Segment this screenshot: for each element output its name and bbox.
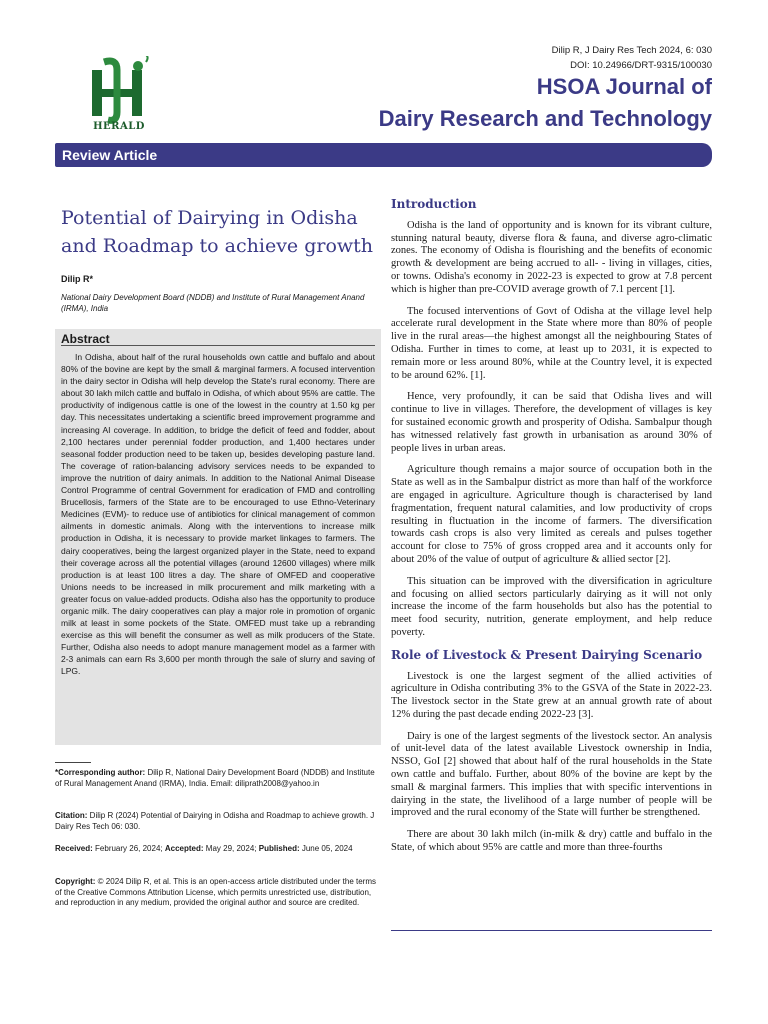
body-column: [391, 198, 712, 864]
corresponding-text: Dilip R, National Dairy Development Board (NDDB) and Institute of Rural Management Anand (IRMA), India. Email: diliprath2008@yahoo.in: [55, 768, 375, 788]
article-type-bar: [55, 143, 712, 167]
abstract-text: In Odisha, about half of the rural households own cattle and buffalo and about 80% of the bovine are kept by the small & marginal farmers. A focused intervention in the dairy sector in Odisha will help develop the State's rural economy. There are about 30 lakh milch cattle and buffalo in Odisha, of which about 95% are cattle. The productivity of indigenous cattle is one of the lowest in the country at 1.50 kg per day. This necessitates undertaking a scientific breed improvement programme and increasing AI coverage. In addition, to bridge the deficit of feed and fodder, about 2,100 hectares under perennial fodder production, and 1,400 hectares under seasonal fodder production need to be taken up, besides developing pasture land. The coverage of ration-balancing advisory services needs to be expanded to improve the nutrition of dairy animals. In addition to the National Animal Disease Control Programme of central Government for eradication of FMD and controlling Brucellosis, farmers of the State are to be encouraged to use Ethno-Veterinary Medicines (EVM)- to reduce use of antibiotics for clinical management of common ailments in domestic animals. Along with the interventions to increase milk production in Odisha, it is necessary to provide market linkages to farmers. The dairy cooperatives, being the largest organized player in the State, need to expand their coverage across all the potential villages (around 12600 villages) where milk production is at least 100 litres a day. The share of OMFED and cooperative Unions needs to be increased in milk procurement and milk marketing with a greater focus on value-added products. Odisha also has the opportunity to produce organic milk. The dairy cooperatives can play a major role in promotion of organic milk at least in some pockets of the State. OMFED must take up a rebranding exercise as this will benefit the consumer as well as milk producers of the State. Further, Odisha also needs to adopt manure management model as a farmer with 2-3 animals can earn Rs 3,600 per month through the sale of slurry and saving of LPG.: [61, 352, 375, 677]
accepted-text: May 29, 2024;: [205, 844, 257, 853]
received-text: February 26, 2024;: [95, 844, 163, 853]
abstract-body: [61, 351, 375, 678]
copyright-label: Copyright:: [55, 877, 96, 886]
copyright-note: [55, 877, 381, 909]
paragraph-3: Hence, very profoundly, it can be said that Odisha lives and will continue to live in villages. Therefore, the development of villages is key for sustained economic growth and prosperity of Odisha. Sambalpur though has witnessed relatively fast growth in urbanisation as around 30% of people lives in urban areas.: [391, 391, 712, 454]
title-line-1: Potential of Dairying in Odisha: [61, 207, 358, 229]
doi-line: DOI: 10.24966/DRT-9315/100030: [570, 60, 712, 71]
author-name: Dilip R*: [61, 274, 94, 284]
paragraph-2: The focused interventions of Govt of Odisha at the village level help accelerate rural development in the State where more than 80% of people live in the rural areas—the highest amongst all the neighbouring States of Odisha. Further in times to come, at least up to 2031, it is expected to remain more or less around 80%, while at the Country level, it is expected to be around 62%. [1].: [391, 305, 712, 381]
author-affiliation: National Dairy Development Board (NDDB) and Institute of Rural Management Anand (IRMA), India: [61, 293, 365, 313]
paragraph-4: Agriculture though remains a major source of occupation both in the State as well as in the Sambalpur district as more than half of the workforce are engaged in agriculture. Agriculture though is characterised by land fragmentation, frequent natural calamities, and low productivity of crops resulting in fluctuation in the income of farmers. The diversification towards cash crops is also very limited as cereals and pulses together account for close to 75% of gross cropped area and it accounts only for about 20% of the value of output of agriculture & allied sector [2].: [391, 464, 712, 565]
paragraph-7: Dairy is one of the largest segments of the livestock sector. An analysis of unit-level data of the latest available Livestock ownership in India, NSSO, GoI [2] showed that about half of the rural households in the State own cattle and buffalo. Further, about 80% of the bovine are kept by the small & marginal farmers. This implies that with specific interventions in dairying in the state, the livelihood of a large number of people will be improved and the rural economy of the State will further be strengthened.: [391, 730, 712, 819]
paragraph-5: This situation can be improved with the diversification in agriculture and focusing on allied sectors particularly dairying as it will not only increase the income of the farm households but also has the potential to meet food security, nutrition, generate employment, and help reduce poverty.: [391, 575, 712, 638]
accepted-label: Accepted:: [164, 844, 204, 853]
received-label: Received:: [55, 844, 93, 853]
footnote-divider: [55, 762, 91, 763]
copyright-text: © 2024 Dilip R, et al. This is an open-access article distributed under the terms of the Creative Commons Attribution License, which permits unrestricted use, distribution, and reproduction in any medium, provided the original author and source are credited.: [55, 877, 376, 907]
livestock-heading: Role of Livestock & Present Dairying Scenario: [391, 647, 703, 662]
journal-title-line2: Dairy Research and Technology: [378, 106, 712, 131]
citation-note: [55, 811, 381, 832]
abstract-box: [55, 329, 381, 745]
bottom-divider: [391, 930, 712, 931]
article-type-label: Review Article: [62, 147, 158, 163]
introduction-heading: Introduction: [391, 197, 477, 211]
abstract-heading: Abstract: [61, 332, 110, 346]
dates-note: [55, 844, 381, 855]
citation-line: Dilip R, J Dairy Res Tech 2024, 6: 030: [551, 45, 712, 56]
paragraph-6: Livestock is one the largest segment of the allied activities of agriculture in Odisha contributing 3% to the GSVA of the State in 2022-23. The livestock sector in the State grew at an annual growth rate of about 12% during the past decade ending 2022-23 [3].: [391, 670, 712, 720]
journal-title-line1: HSOA Journal of: [536, 74, 712, 99]
paragraph-1: Odisha is the land of opportunity and is known for its vibrant culture, stunning natural beauty, diverse flora & fauna, and diverse agro-climatic zones. The economy of Odisha is flourishing and the benefits of economic growth & development are being accrued to all- - living in villages, cities, or towns. Odisha's economy in 2022-23 is expected to grow at 7.8 percent which is higher than pre-COVID average growth of 7.1 percent [1].: [391, 219, 712, 295]
paper-title: [61, 204, 381, 260]
citation-text: Dilip R (2024) Potential of Dairying in Odisha and Roadmap to achieve growth. J Dairy Res Tech 06: 030.: [55, 811, 375, 831]
corresponding-label: *Corresponding author:: [55, 768, 146, 777]
published-text: June 05, 2024: [301, 844, 353, 853]
corresponding-author-note: [55, 768, 381, 789]
published-label: Published:: [258, 844, 300, 853]
logo-text: HERALD: [93, 121, 145, 132]
citation-label: Citation:: [55, 811, 88, 820]
abstract-divider: [61, 345, 375, 346]
paragraph-8: There are about 30 lakh milch (in-milk & dry) cattle and buffalo in the State, of which about 95% are cattle and more than three-fourths: [391, 829, 712, 854]
title-line-2: and Roadmap to achieve growth: [61, 235, 374, 257]
